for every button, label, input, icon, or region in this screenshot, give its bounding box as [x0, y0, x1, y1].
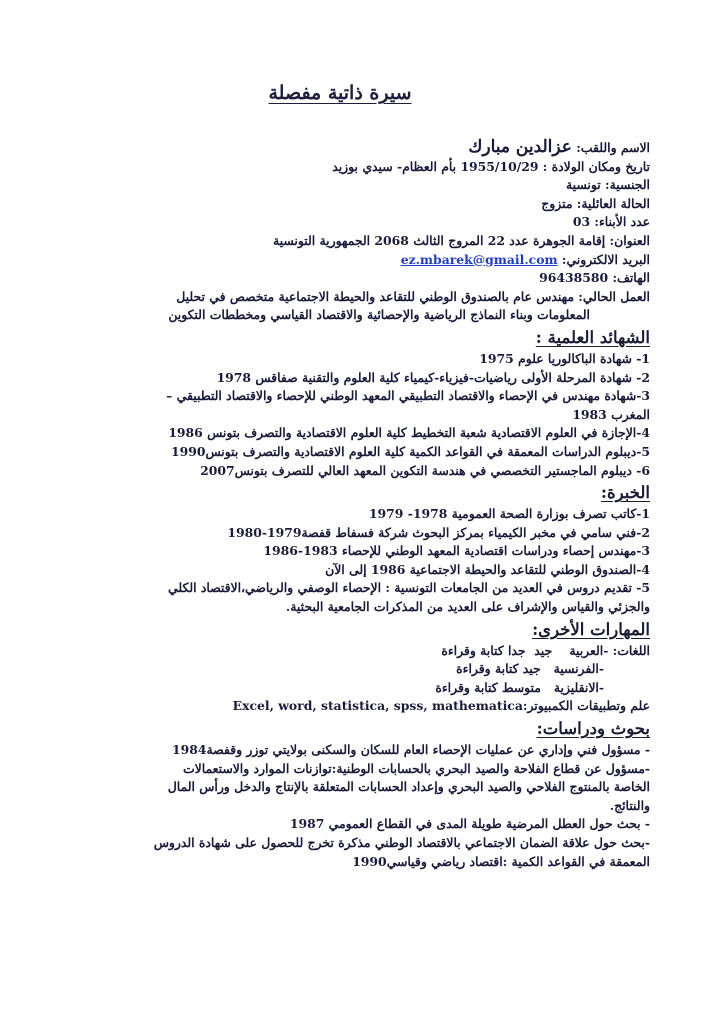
degrees-section [96, 326, 650, 480]
skills-section [96, 618, 650, 716]
research-item: -مسؤول عن قطاع الفلاحة والصيد البحري بالحسابات الوطنية:توازنات الموارد والاستعمالات [182, 760, 650, 776]
research-item: والنتائج. [609, 797, 650, 813]
children-line: عدد الأبناء: 03 [572, 214, 650, 230]
email-label: البريد الالكتروني: [557, 251, 650, 267]
document-title: سيرة ذاتية مفصلة [268, 82, 412, 104]
research-item: -بحث حول علاقة الضمان الاجتماعي بالاقتصاد الوطني مذكرة تخرج للحصول على شهادة الدروس [153, 835, 650, 850]
research-item: - مسؤول فني وإداري عن عمليات الإحصاء العام للسكان والسكنى بولايتي توزر وقفصة1984 [172, 742, 650, 758]
research-item: - بحث حول العطل المرضية طويلة المدى في القطاع العمومي 1987 [289, 816, 650, 832]
language-item: اللغات: -العربية جيد جدا كتابة وقراءة [441, 642, 650, 658]
address-line: العنوان: إقامة الجوهرة عدد 22 المروج الثالث 2068 الجمهورية التونسية [272, 232, 650, 248]
degree-item: 1- شهادة الباكالوريا علوم 1975 [479, 350, 650, 366]
degree-item: المغرب 1983 [572, 406, 650, 422]
degree-item: 5-ديبلوم الدراسات المعمقة في القواعد الكمية كلية العلوم الاقتصادية والتصرف بتونس1990 [170, 443, 650, 459]
research-item: الخاصة بالمنتوج الفلاحي والصيد البحري وإعداد الحسابات المتعلقة بالإنتاج والدخل ورأس المال [167, 779, 650, 795]
email-line [96, 251, 650, 270]
nationality-line: الجنسية: تونسية [565, 177, 650, 193]
experience-item: 1-كاتب تصرف بوزارة الصحة العمومية 1978- 1979 [368, 506, 650, 522]
skills-heading: المهارات الأخرى: [532, 619, 650, 639]
research-section [96, 717, 650, 871]
degrees-heading: الشهائد العلمية : [535, 327, 650, 347]
birth-line: تاريخ ومكان الولادة : 1955/10/29 بأم العظام- سيدي بوزيد [332, 158, 650, 174]
research-heading: بحوث ودراسات: [536, 719, 650, 739]
computer-skills-line [96, 697, 650, 716]
degree-item: 3-شهادة مهندس في الإحصاء والاقتصاد التطبيقي المعهد الوطني للإحصاء والاقتصاد التطبيقي – [166, 388, 650, 404]
language-item: -الانقليزية متوسط كتابة وقراءة [435, 679, 604, 695]
job-line-2: المعلومات وبناء النماذج الرياضية والإحصائية والاقتصاد القياسي ومخططات التكوين [168, 307, 590, 323]
degree-item: 6- ديبلوم الماجستير التخصصي في هندسة التكوين المعهد العالي للتصرف بتونس2007 [200, 462, 650, 478]
experience-item: والجزئي والقياس والإشراف على العديد من المذكرات الجامعية البحثية. [285, 599, 650, 615]
email-link[interactable]: ez.mbarek@gmail.com [400, 251, 558, 267]
name-value: عزالدين مبارك [468, 137, 572, 157]
job-line-1: العمل الحالي: مهندس عام بالصندوق الوطني للتقاعد والحيطة الاجتماعية متخصص في تحليل [176, 288, 650, 304]
research-item: المعمقة في القواعد الكمية :اقتصاد رياضي وقياسي1990 [352, 853, 650, 869]
phone-line: الهاتف: 96438580 [539, 270, 650, 286]
language-item: -الفرنسية جيد كتابة وقراءة [456, 661, 604, 677]
name-line [96, 138, 650, 158]
computer-skills-value: Excel, word, statistica, spss, mathematica [232, 698, 523, 714]
name-label: الاسم واللقب: [571, 140, 650, 155]
degree-item: 4-الإجازة في العلوم الاقتصادية شعبة التخطيط كلية العلوم الاقتصادية والتصرف بتونس 1986 [168, 425, 650, 441]
experience-heading: الخبرة: [600, 483, 650, 503]
degree-item: 2- شهادة المرحلة الأولى رياضيات-فيزياء-كيمياء كلية العلوم والتقنية صفاقس 1978 [216, 369, 650, 385]
experience-section [96, 481, 650, 617]
experience-item: 4-الصندوق الوطني للتقاعد والحيطة الاجتماعية 1986 إلى الآن [325, 561, 650, 577]
marital-line: الحالة العائلية: متزوج [541, 195, 650, 211]
experience-item: 2-فني سامي في مخبر الكيمياء بمركز البحوث شركة فسفاط قفصة1979-1980 [227, 524, 650, 540]
experience-item: 5- تقديم دروس في العديد من الجامعات التونسية : الإحصاء الوصفي والرياضي،الاقتصاد الكلي [168, 580, 650, 596]
personal-section [96, 138, 650, 325]
computer-skills-label: علم وتطبيقات الكمبيوتر: [522, 698, 650, 714]
experience-item: 3-مهندس إحصاء ودراسات اقتصادية المعهد الوطني للإحصاء 1983-1986 [263, 543, 650, 559]
